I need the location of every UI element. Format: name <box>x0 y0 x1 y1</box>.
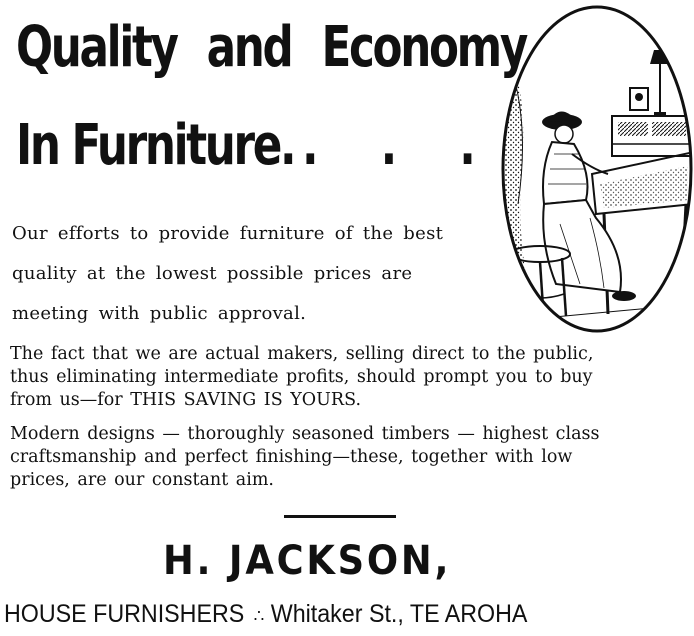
woman-figure <box>543 142 588 204</box>
intro-line: meeting with public approval. <box>12 303 307 324</box>
footer-line <box>4 602 527 627</box>
designs-paragraph <box>10 423 686 492</box>
headline-line-2-text: In Furniture. <box>16 113 295 178</box>
intro-line: quality at the lowest possible prices are <box>12 263 413 284</box>
designs-line: craftsmanship and perfect finishing—these, together with low <box>10 447 573 467</box>
separator-glyph: ∴ <box>253 606 266 626</box>
makers-line: thus eliminating intermediate profits, should prompt you to buy <box>10 367 593 387</box>
intro-paragraph <box>12 214 482 334</box>
business-type: HOUSE FURNISHERS <box>4 600 245 628</box>
headline-line-2 <box>16 113 500 178</box>
woman-writing-illustration <box>500 4 694 334</box>
headline-line-1: Quality and Economy <box>16 15 526 80</box>
makers-line: from us—for THIS SAVING IS YOURS. <box>10 390 362 410</box>
firm-address: Whitaker St., TE AROHA <box>270 600 528 628</box>
designs-line: Modern designs — thoroughly seasoned timbers — highest class <box>10 424 600 444</box>
intro-line: Our efforts to provide furniture of the best <box>12 223 444 244</box>
divider-rule <box>284 515 396 518</box>
firm-name: H. JACKSON, <box>163 538 452 584</box>
designs-line: prices, are our constant aim. <box>10 470 274 490</box>
makers-line: The fact that we are actual makers, selling direct to the public, <box>10 344 594 364</box>
makers-paragraph <box>10 343 686 412</box>
headline-dots: . . . <box>302 113 500 178</box>
